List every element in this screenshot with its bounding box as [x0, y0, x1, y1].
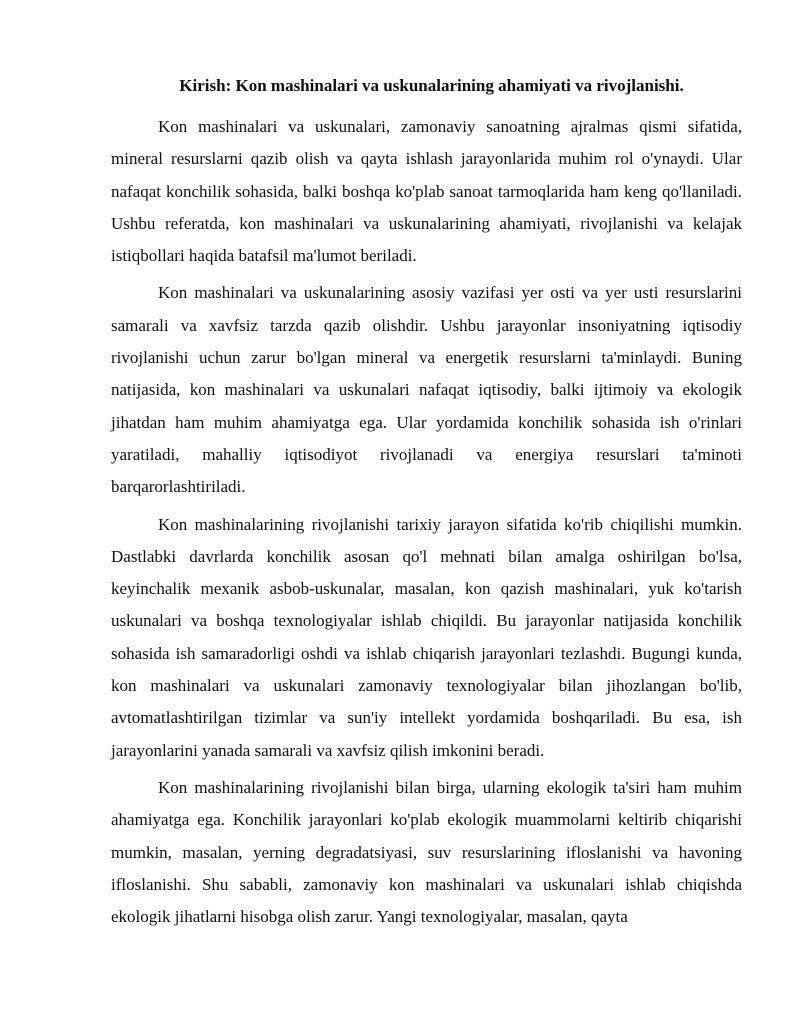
paragraph-1: Kon mashinalari va uskunalari, zamonaviy sanoatning ajralmas qismi sifatida, mineral resurslarni qazib olish va qayta ishlash jarayonlarida muhim rol o'ynaydi. Ular nafaqat konchilik sohasida, balki boshqa ko'plab sanoat tarmoqlarida ham keng qo'llaniladi. Ushbu referatda, kon mashinalari va uskunalarining ahamiyati, rivojlanishi va kelajak istiqbollari haqida batafsil ma'lumot beriladi.: [111, 117, 742, 266]
paragraph-4: Kon mashinalarining rivojlanishi bilan birga, ularning ekologik ta'siri ham muhim ahamiyatga ega. Konchilik jarayonlari ko'plab ekologik muammolarni keltirib chiqarishi mumkin, masalan, yerning degradatsiyasi, suv resurslarining ifloslanishi va havoning ifloslanishi. Shu sababli, zamonaviy kon mashinalari va uskunalari ishlab chiqishda ekologik jihatlarni hisobga olish zarur. Yangi texnologiyalar, masalan, qayta: [111, 777, 742, 927]
document-title: Kirish: Kon mashinalari va uskunalarining ahamiyati va rivojlanishi.: [179, 76, 684, 95]
paragraph-2: Kon mashinalari va uskunalarining asosiy vazifasi yer osti va yer usti resurslarini samarali va xavfsiz tarzda qazib olishdir. Ushbu jarayonlar insoniyatning iqtisodiy rivojlanishi uchun zarur bo'lgan mineral va energetik resurslarni ta'minlaydi. Buning natijasida, kon mashinalari va uskunalari nafaqat iqtisodiy, balki ijtimoiy va ekologik jihatdan ham muhim ahamiyatga ega. Ular yordamida konchilik sohasida ish o'rinlari yaratiladi, mahalliy iqtisodiyot rivojlanadi va energiya resurslari ta'minoti barqarorlashtiriladi.: [111, 283, 742, 497]
paragraph-3: Kon mashinalarining rivojlanishi tarixiy jarayon sifatida ko'rib chiqilishi mumkin. Dastlabki davrlarda konchilik asosan qo'l mehnati bilan amalga oshirilgan bo'lsa, keyinchalik mexanik asbob-uskunalar, masalan, kon qazish mashinalari, yuk ko'tarish uskunalari va boshqa texnologiyalar ishlab chiqildi. Bu jarayonlar natijasida konchilik sohasida ish samaradorligi oshdi va ishlab chiqarish jarayonlari tezlashdi. Bugungi kunda, kon mashinalari va uskunalari zamonaviy texnologiyalar bilan jihozlangan bo'lib, avtomatlashtirilgan tizimlar va sun'iy intellekt yordamida boshqariladi. Bu esa, ish jarayonlarini yanada samarali va xavfsiz qilish imkonini beradi.: [111, 514, 742, 760]
